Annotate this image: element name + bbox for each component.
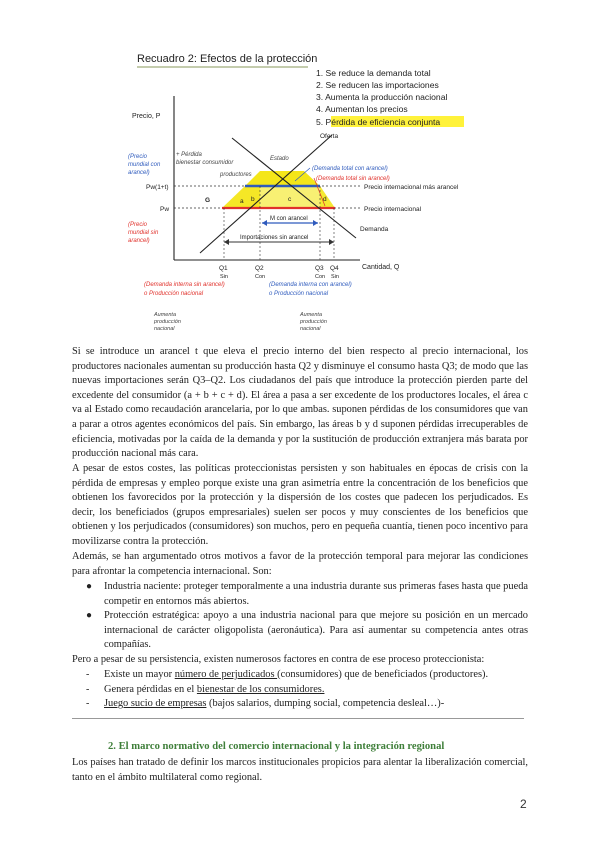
note-internal-without-2: o Producción nacional — [144, 291, 204, 297]
imports-without-tariff-label: Importaciones sin arancel — [240, 235, 309, 241]
handwritten-increase-left-1: Aumenta — [154, 312, 177, 318]
note-internal-with-2: o Producción nacional — [269, 291, 329, 297]
handwritten-increase-left-3: nacional — [154, 326, 175, 332]
note-price-without-tariff-1: (Precio — [128, 222, 148, 228]
motives-list — [72, 580, 528, 653]
price-world-tick: Pw — [160, 206, 170, 213]
q3-sub: Con — [315, 274, 326, 280]
paragraph-other-motives: Además, se han argumentado otros motivos a favor de la protección temporal para mejorar las condiciones para afrontar la competencia internacional. Son: — [72, 551, 528, 577]
note-price-with-tariff-3: arancel) — [128, 170, 150, 176]
handwritten-increase-left-2: producción — [154, 319, 181, 325]
price-world-label: Precio internacional — [364, 206, 422, 213]
handwritten-increase-right-2: producción — [300, 319, 327, 325]
supply-demand-diagram — [120, 48, 485, 348]
effect-item-4: 4. Aumentan los precios — [316, 104, 408, 114]
page-number: 2 — [520, 797, 527, 811]
q2-tick: Q2 — [255, 265, 264, 272]
q4-tick: Q4 — [330, 265, 339, 272]
paragraph-protectionism-persists: A pesar de estos costes, las políticas proteccionistas persisten y son habituales en épocas de crisis con la pérdida de empresas y empleo porque existe una gran asimetría entre la concentración de los beneficios que obtienen los favorecidos por la protección y la dispersión de los costes que padecen los perjudicados. Es decir, los beneficiados (grupos empresariales) suelen ser pocos y muy conscientes de los beneficios que obtienen y los perjudicados (consumidores) son muchos, pero en pequeña cuantía, tienen poco incentivo para movilizarse contra la protección. — [72, 463, 528, 547]
dash-icon: - — [86, 683, 90, 695]
note-demand-total-with: (Demanda total con arancel) — [312, 166, 388, 172]
list-item: ● Protección estratégica: apoyo a una industria nacional para que mejore su posición en un mercado internacional de carácter oligopolista (aeronáutica). Para así aumentar su competencia antes otras compañías. — [86, 610, 528, 651]
note-price-without-tariff-3: arancel) — [128, 238, 150, 244]
x-axis-label: Cantidad, Q — [362, 264, 400, 271]
paragraph-factors-against: Pero a pesar de su persistencia, existen numerosos factores en contra de ese proceso proteccionista: — [72, 654, 485, 665]
handwritten-increase-right-3: nacional — [300, 326, 321, 332]
q3-tick: Q3 — [315, 265, 324, 272]
region-b: b — [251, 196, 255, 203]
supply-label: Oferta — [320, 133, 339, 140]
bullet-icon: ● — [86, 610, 93, 622]
effect-item-3: 3. Aumenta la producción nacional — [316, 92, 448, 102]
effect-item-1: 1. Se reduce la demanda total — [316, 68, 431, 78]
figure-title: Recuadro 2: Efectos de la protección — [137, 53, 318, 65]
region-d: d — [323, 196, 327, 203]
region-a: a — [240, 198, 244, 205]
y-axis-label: Precio, P — [132, 113, 161, 120]
note-price-with-tariff-2: mundial con — [128, 162, 161, 168]
paragraph-tariff-effects: Si se introduce un arancel t que eleva el precio interno del bien respecto al precio internacional, los productores nacionales aumentan su producción hasta Q2 y disminuye el consumo hasta Q3; de modo que las nuevas importaciones serán Q3–Q2. Los ciudadanos del país que introduce la protección pierden parte del excedente del consumidor (a + b + c + d). El área a pasa a ser excedente de los productores locales, el área c va al Estado como recaudación arancelaria, por lo que ambas. suponen pérdidas de los consumidores que van a parar a otros agentes económicos del país. Sin embargo, las áreas b y d suponen pérdidas irrecuperables de eficiencia, motivadas por la caída de la demanda y por la sustitución de producción extranjera más barata por producción nacional más cara. — [72, 346, 528, 460]
section-title: 2. El marco normativo del comercio internacional y la integración regional — [108, 741, 445, 752]
list-item: - Existe un mayor número de perjudicados (consumidores) que de beneficiados (productores). — [72, 668, 528, 683]
region-c: c — [288, 196, 292, 203]
list-item: ● Industria naciente: proteger temporalmente a una industria durante sus primeras fases hasta que pueda competir en entornos más abiertos. — [86, 581, 528, 607]
list-item: - Genera pérdidas en el bienestar de los consumidores. — [72, 683, 528, 698]
protection-effects-figure — [120, 48, 485, 348]
note-price-without-tariff-2: mundial sin — [128, 230, 159, 236]
effect-item-5: 5. Pérdida de eficiencia conjunta — [316, 117, 441, 127]
dash-icon: - — [86, 669, 90, 680]
dash-icon: - — [86, 698, 90, 710]
note-internal-without-1: (Demanda interna sin arancel) — [144, 282, 225, 288]
q1-sub: Sin — [220, 274, 228, 280]
q2-sub: Con — [255, 274, 266, 280]
bullet-icon: ● — [86, 581, 93, 592]
effect-item-2: 2. Se reducen las importaciones — [316, 80, 439, 90]
region-g: G — [205, 197, 211, 204]
price-tariff-tick: Pw(1+t) — [146, 184, 169, 191]
q4-sub: Sin — [331, 274, 339, 280]
note-price-with-tariff-1: (Precio — [128, 154, 148, 160]
price-with-tariff-label: Precio internacional más arancel — [364, 184, 459, 191]
handwritten-increase-right-1: Aumenta — [300, 312, 323, 318]
state-label: Estado — [270, 156, 289, 162]
imports-with-tariff-label: M con arancel — [270, 216, 308, 222]
section-divider — [72, 718, 524, 719]
demand-label: Demanda — [360, 226, 389, 233]
handwritten-loss-2: bienestar consumidor — [176, 160, 234, 166]
paragraph-institutional-frameworks: Los países han tratado de definir los marcos institucionales propicios para alentar la liberalización comercial, tanto en el ámbito multilateral como regional. — [72, 757, 528, 783]
handwritten-producers: productores — [220, 172, 252, 178]
list-item: - Juego sucio de empresas (bajos salarios, dumping social, competencia desleal…)- — [72, 697, 528, 712]
note-demand-total-without: (Demanda total sin arancel) — [316, 176, 390, 182]
handwritten-loss-1: + Pérdida — [176, 152, 202, 158]
q1-tick: Q1 — [219, 265, 228, 272]
note-internal-with-1: (Demanda interna con arancel) — [269, 282, 352, 288]
factors-list — [72, 668, 528, 712]
